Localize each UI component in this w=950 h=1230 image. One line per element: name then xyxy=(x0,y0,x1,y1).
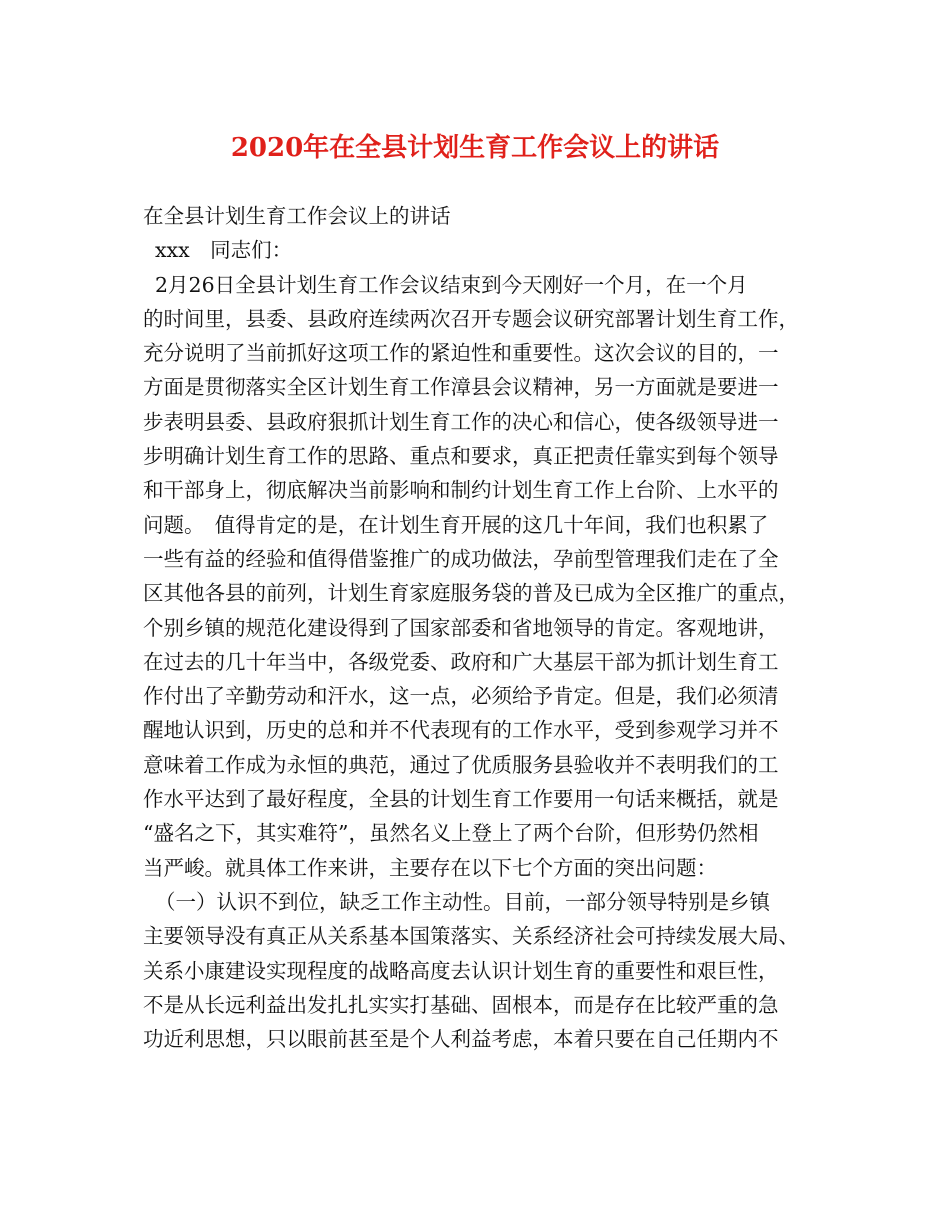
subtitle-line: 在全县计划生育工作会议上的讲话 xyxy=(143,204,451,228)
body-line: 作付出了辛勤劳动和汗水，这一点，必须给予肯定。但是，我们必须清 xyxy=(143,684,779,709)
body-line: 意味着工作成为永恒的典范，通过了优质服务县验收并不表明我们的工 xyxy=(143,752,779,777)
body-line: 醒地认识到，历史的总和并不代表现有的工作水平，受到参观学习并不 xyxy=(143,718,779,743)
body-line: 在过去的几十年当中，各级党委、政府和广大基层干部为抓计划生育工 xyxy=(143,649,779,674)
body-line: 和干部身上，彻底解决当前影响和制约计划生育工作上台阶、上水平的 xyxy=(143,478,779,503)
salutation-line: xxx 同志们： xyxy=(155,238,293,263)
body-line: （一）认识不到位，缺乏工作主动性。目前，一部分领导特别是乡镇 xyxy=(155,889,770,914)
body-line: 关系小康建设实现程度的战略高度去认识计划生育的重要性和艰巨性， xyxy=(143,958,779,983)
body-line: “盛名之下，其实难符”，虽然名义上登上了两个台阶，但形势仍然相 xyxy=(143,821,759,846)
body-line: 步明确计划生育工作的思路、重点和要求，真正把责任靠实到每个领导 xyxy=(143,444,779,469)
body-line: 的时间里，县委、县政府连续两次召开专题会议研究部署计划生育工作， xyxy=(143,306,799,331)
body-line: 2月26日全县计划生育工作会议结束到今天刚好一个月，在一个月 xyxy=(155,272,748,297)
body-line: 区其他各县的前列，计划生育家庭服务袋的普及已成为全区推广的重点， xyxy=(143,581,799,606)
body-line: 作水平达到了最好程度，全县的计划生育工作要用一句话来概括，就是 xyxy=(143,787,779,812)
body-line: 功近利思想，只以眼前甚至是个人利益考虑，本着只要在自己任期内不 xyxy=(143,1027,779,1052)
body-line: 个别乡镇的规范化建设得到了国家部委和省地领导的肯定。客观地讲， xyxy=(143,615,779,640)
body-line: 充分说明了当前抓好这项工作的紧迫性和重要性。这次会议的目的，一 xyxy=(143,341,779,366)
body-line: 一些有益的经验和值得借鉴推广的成功做法，孕前型管理我们走在了全 xyxy=(143,546,779,571)
body-line: 当严峻。就具体工作来讲，主要存在以下七个方面的突出问题： xyxy=(143,855,717,880)
document-title: 2020年在全县计划生育工作会议上的讲话 xyxy=(230,133,720,163)
body-line: 方面是贯彻落实全区计划生育工作漳县会议精神，另一方面就是要进一 xyxy=(143,375,779,400)
body-line: 主要领导没有真正从关系基本国策落实、关系经济社会可持续发展大局、 xyxy=(143,924,799,949)
body-line: 问题。 值得肯定的是，在计划生育开展的这几十年间，我们也积累了 xyxy=(143,512,769,537)
document-body xyxy=(143,199,833,1056)
body-line: 不是从长远利益出发扎扎实实打基础、固根本，而是存在比较严重的急 xyxy=(143,992,779,1017)
body-line: 步表明县委、县政府狠抓计划生育工作的决心和信心，使各级领导进一 xyxy=(143,409,779,434)
